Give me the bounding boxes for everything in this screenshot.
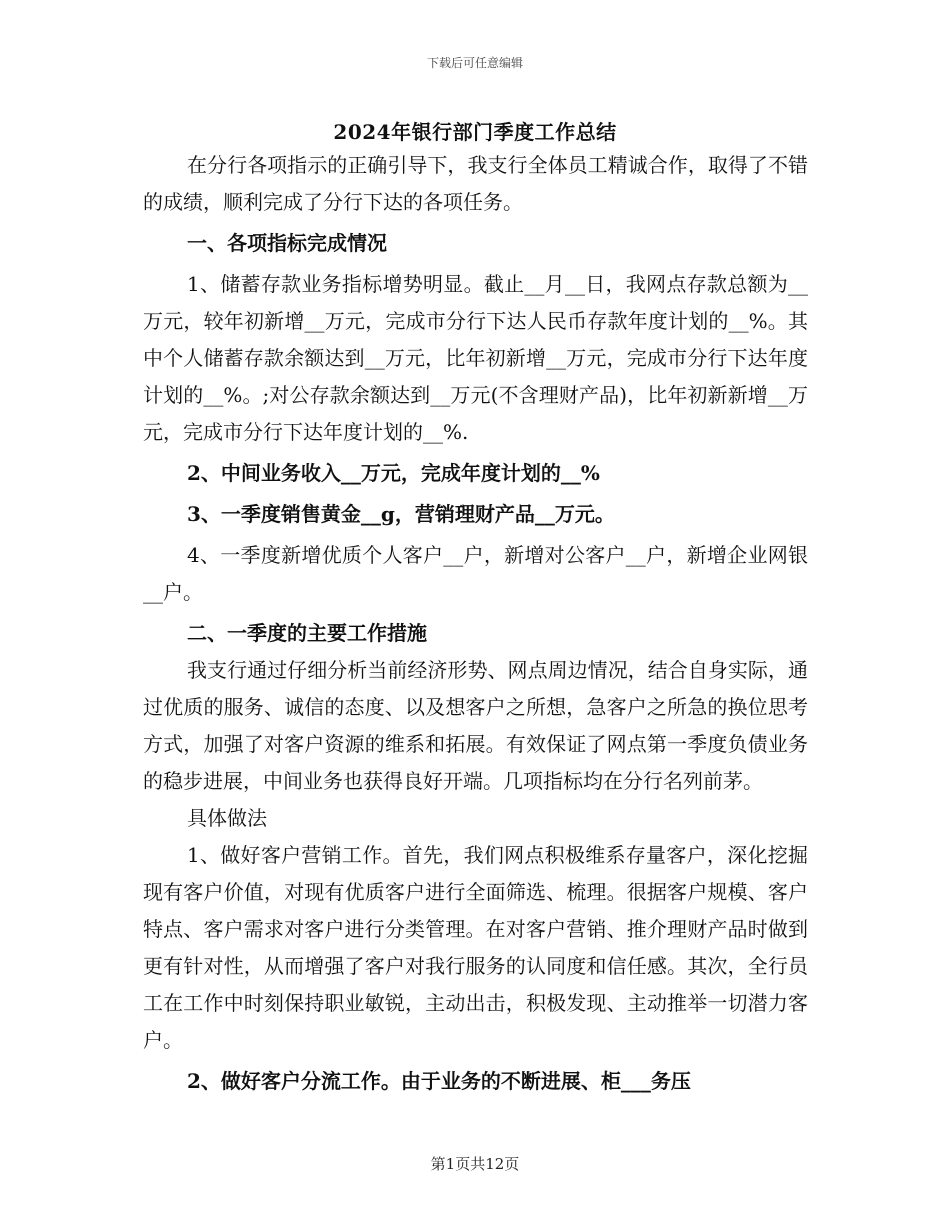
body-paragraph: 1、储蓄存款业务指标增势明显。截止__月__日，我网点存款总额为__万元，较年初新增__万元，完成市分行下达人民币存款年度计划的__%。其中个人储蓄存款余额达到__万元，比年初新增__万元，完成市分行下达年度计划的__%。;对公存款余额达到__万元(不含理财产品)，比年初新新增__万元，完成市分行下达年度计划的__%. bbox=[143, 272, 808, 444]
subheading-plain: 具体做法 bbox=[187, 806, 267, 830]
section-heading-2: 二、一季度的主要工作措施 bbox=[187, 621, 427, 645]
body-paragraph: 1、做好客户营销工作。首先，我们网点积极维系存量客户，深化挖掘现有客户价值，对现有优质客户进行全面筛选、梳理。很据客户规模、客户特点、客户需求对客户进行分类管理。在对客户营销、推介理财产品时做到更有针对性，从而增强了客户对我行服务的认同度和信任感。其次，全行员工在工作中时刻保持职业敏锐，主动出击，积极发现、主动推举一切潜力客户。 bbox=[143, 843, 808, 1052]
document-body bbox=[143, 147, 808, 1100]
header-note: 下载后可任意编辑 bbox=[426, 56, 523, 70]
bold-item: 2、中间业务收入__万元，完成年度计划的__% bbox=[187, 461, 600, 485]
body-paragraph: 我支行通过仔细分析当前经济形势、网点周边情况，结合自身实际，通过优质的服务、诚信的态度、以及想客户之所想，急客户之所急的换位思考方式，加强了对客户资源的维系和拓展。有效保证了网点第一季度负债业务的稳步进展，中间业务也获得良好开端。几项指标均在分行名列前茅。 bbox=[143, 658, 808, 793]
body-paragraph: 4、一季度新增优质个人客户__户，新增对公客户__户，新增企业网银__户。 bbox=[143, 543, 808, 604]
section-heading-1: 一、各项指标完成情况 bbox=[187, 231, 387, 255]
bold-item: 3、一季度销售黄金__g，营销理财产品__万元。 bbox=[187, 502, 615, 526]
bold-item: 2、做好客户分流工作。由于业务的不断进展、柜___务压 bbox=[187, 1069, 691, 1093]
document-title: 2024年银行部门季度工作总结 bbox=[333, 120, 617, 144]
page-footer: 第1页共12页 bbox=[430, 1155, 520, 1173]
intro-paragraph: 在分行各项指示的正确引导下，我支行全体员工精诚合作，取得了不错的成绩，顺利完成了分行下达的各项任务。 bbox=[143, 153, 808, 214]
